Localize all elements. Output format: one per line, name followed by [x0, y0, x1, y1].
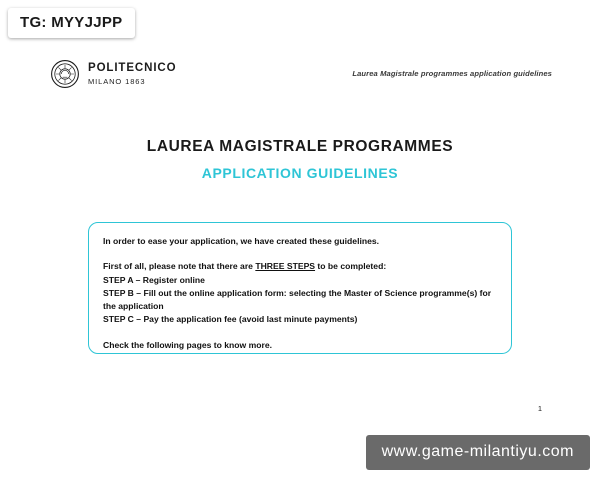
tg-tag-overlay: TG: MYYJJPP [8, 8, 135, 38]
first-prefix-text: First of all, please note that there are [103, 261, 256, 272]
three-steps-emphasis: THREE STEPS [255, 261, 316, 272]
step-b-text: STEP B – Fill out the online application form: selecting the Master of Science programme(s) for the application [103, 288, 492, 311]
first-suffix-text: to be completed: [315, 261, 387, 272]
slide-header [0, 55, 600, 103]
politecnico-seal-icon [50, 59, 80, 89]
page-title: LAUREA MAGISTRALE PROGRAMMES [146, 138, 454, 155]
step-c-text: STEP C – Pay the application fee (avoid last minute payments) [103, 314, 358, 325]
header-subtitle: Laurea Magistrale programmes application guidelines [352, 69, 552, 78]
logo-name-bottom: MILANO 1863 [88, 76, 146, 86]
box-intro-text: In order to ease your application, we have created these guidelines. [103, 236, 380, 246]
politecnico-logo [50, 59, 177, 89]
page-subtitle: APPLICATION GUIDELINES [201, 165, 399, 181]
box-closing-text: Check the following pages to know more. [103, 339, 273, 350]
site-watermark: www.game-milantiyu.com [366, 435, 590, 470]
logo-name-top: POLITECNICO [88, 62, 177, 74]
politecnico-wordmark [88, 63, 177, 85]
step-a-text: STEP A – Register online [103, 274, 205, 285]
title-block [0, 138, 600, 181]
box-first-line [103, 260, 497, 272]
guidelines-box [88, 222, 512, 354]
page-number: 1 [537, 404, 542, 413]
